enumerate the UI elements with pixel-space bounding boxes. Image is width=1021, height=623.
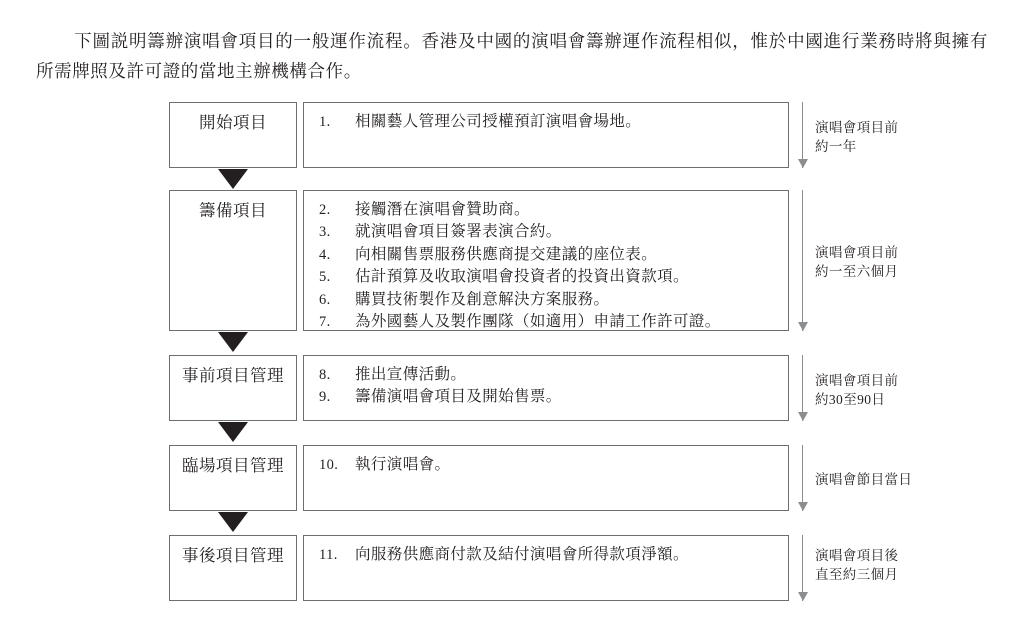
timeline-arrow-icon [802,355,803,421]
task-item [319,289,780,311]
stage-box [169,355,297,421]
task-number: 5. [319,269,331,286]
stage-box [169,190,297,331]
stage-label: 開始項目 [199,113,267,132]
task-list [319,364,780,409]
flow-down-arrow-icon [218,512,248,532]
task-item [319,454,780,476]
task-item [319,111,780,133]
task-item [319,544,780,566]
task-text: 估計預算及收取演唱會投資者的投資出資款項。 [355,268,689,286]
task-text: 相關藝人管理公司授權預訂演唱會場地。 [355,113,642,130]
tasks-box [303,535,789,601]
tasks-box [303,102,789,168]
timeline-note [815,546,898,584]
task-list [319,199,780,333]
task-number: 3. [319,224,331,241]
task-text: 向服務供應商付款及結付演唱會所得款項淨額。 [355,546,689,563]
task-text: 購買技術製作及創意解決方案服務。 [355,290,610,308]
stage-box [169,102,297,168]
task-item [319,364,780,386]
timeline-note [815,371,898,409]
task-text: 推出宣傳活動。 [355,366,467,383]
task-number: 1. [319,114,331,130]
timeline-arrow-icon [802,535,803,601]
task-number: 8. [319,367,331,383]
task-number: 7. [319,314,331,331]
task-text: 執行演唱會。 [355,456,451,473]
tasks-box [303,355,789,421]
task-number: 10. [319,457,339,473]
task-text: 為外國藝人及製作團隊（如適用）申請工作許可證。 [355,313,721,331]
timeline-note-line: 約一至六個月 [815,264,899,279]
task-text: 就演唱會項目簽署表演合約。 [355,223,562,241]
timeline-note-line: 演唱會項目後 [815,548,899,563]
task-item [319,266,780,288]
timeline-note-line: 演唱會項目前 [815,245,899,260]
tasks-box [303,190,789,331]
stage-box [169,445,297,511]
task-number: 4. [319,246,331,263]
timeline-note-line: 約30至90日 [815,392,886,407]
timeline-note-line: 演唱會節目當日 [815,472,913,487]
timeline-note-line: 約一年 [815,139,857,154]
task-text: 籌備演唱會項目及開始售票。 [355,388,562,406]
task-list [319,544,780,566]
timeline-note-line: 直至約三個月 [815,567,899,582]
stage-box [169,535,297,601]
stage-label: 事後項目管理 [182,546,284,565]
timeline-note [815,470,912,489]
intro-text: 下圖説明籌辦演唱會項目的一般運作流程。香港及中國的演唱會籌辦運作流程相似，惟於中國進行業務時將與擁有所需牌照及許可證的當地主辦機構合作。 [36,30,988,81]
flow-down-arrow-icon [218,169,248,189]
tasks-box [303,445,789,511]
stage-label: 籌備項目 [199,201,267,220]
task-list [319,111,780,133]
stage-label: 事前項目管理 [182,366,284,385]
task-number: 6. [319,291,331,308]
timeline-note-line: 演唱會項目前 [815,373,899,388]
timeline-arrow-icon [802,102,803,168]
timeline-note [815,243,898,281]
task-item [319,221,780,243]
task-item [319,244,780,266]
flow-down-arrow-icon [218,332,248,352]
task-item [319,386,780,408]
timeline-arrow-icon [802,190,803,331]
task-item [319,199,780,221]
task-number: 2. [319,202,331,218]
flow-down-arrow-icon [218,422,248,442]
task-number: 9. [319,389,331,406]
task-number: 11. [319,547,338,563]
timeline-arrow-icon [802,445,803,511]
stage-label: 臨場項目管理 [182,456,284,475]
timeline-note-line: 演唱會項目前 [815,120,899,135]
timeline-note [815,118,898,156]
task-list [319,454,780,476]
task-text: 向相關售票服務供應商提交建議的座位表。 [355,245,658,263]
task-item [319,311,780,333]
task-text: 接觸潛在演唱會贊助商。 [355,201,530,218]
